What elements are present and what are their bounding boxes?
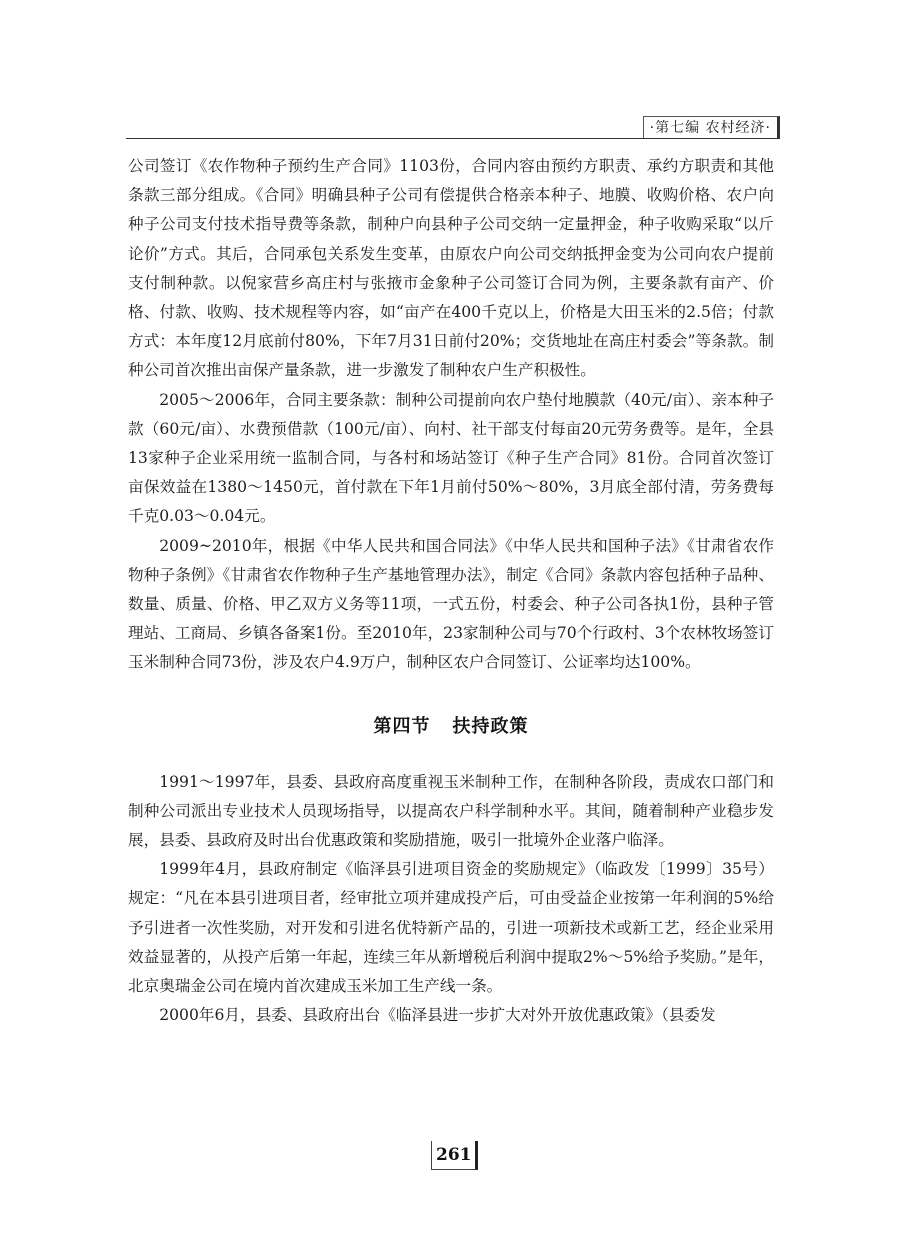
section-heading bbox=[128, 712, 774, 738]
header-divider bbox=[126, 138, 778, 139]
paragraph: 公司签订《农作物种子预约生产合同》1103份，合同内容由预约方职责、承约方职责和其他条款三部分组成。《合同》明确县种子公司有偿提供合格亲本种子、地膜、收购价格、农户向种子公司支付技术指导费等条款，制种户向县种子公司交纳一定量押金，种子收购采取“以斤论价”方式。其后，合同承包关系发生变革，由原农户向公司交纳抵押金变为公司向农户提前支付制种款。以倪家营乡高庄村与张掖市金象种子公司签订合同为例，主要条款有亩产、价格、付款、收购、技术规程等内容，如“亩产在400千克以上，价格是大田玉米的2.5倍；付款方式：本年度12月底前付80%，下年7月31日前付20%；交货地址在高庄村委会”等条款。制种公司首次推出亩保产量条款，进一步激发了制种农户生产积极性。 bbox=[128, 157, 774, 380]
body-text bbox=[128, 152, 774, 1030]
paragraph: 2009~2010年，根据《中华人民共和国合同法》《中华人民共和国种子法》《甘肃省农作物种子条例》《甘肃省农作物种子生产基地管理办法》，制定《合同》条款内容包括种子品种、数量、质量、价格、甲乙双方义务等11项，一式五份，村委会、种子公司各执1份，县种子管理站、工商局、乡镇各备案1份。至2010年，23家制种公司与70个行政村、3个农林牧场签订玉米制种合同73份，涉及农户4.9万户，制种区农户合同签订、公证率均达100%。 bbox=[128, 536, 774, 672]
section-title: 扶持政策 bbox=[452, 715, 529, 737]
paragraph: 2000年6月，县委、县政府出台《临泽县进一步扩大对外开放优惠政策》（县委发 bbox=[159, 1006, 716, 1025]
page-number: 261 bbox=[431, 1141, 478, 1170]
section-number: 第四节 bbox=[373, 715, 431, 737]
paragraph: 1991～1997年，县委、县政府高度重视玉米制种工作，在制种各阶段，责成农口部门和制种公司派出专业技术人员现场指导，以提高农户科学制种水平。其间，随着制种产业稳步发展，县委、县政府及时出台优惠政策和奖励措施，吸引一批境外企业落户临泽。 bbox=[128, 772, 774, 850]
paragraph: 2005～2006年，合同主要条款：制种公司提前向农户垫付地膜款（40元/亩）、亲本种子款（60元/亩）、水费预借款（100元/亩）、向村、社干部支付每亩20元劳务费等。是年，全县13家种子企业采用统一监制合同，与各村和场站签订《种子生产合同》81份。合同首次签订亩保效益在1380～1450元，首付款在下年1月前付50%～80%，3月底全部付清，劳务费每千克0.03～0.04元。 bbox=[128, 390, 774, 526]
running-header: ·第七编 农村经济· bbox=[643, 116, 780, 139]
paragraph: 1999年4月，县政府制定《临泽县引进项目资金的奖励规定》（临政发〔1999〕35号）规定：“凡在本县引进项目者，经审批立项并建成投产后，可由受益企业按第一年利润的5%给予引进者一次性奖励，对开发和引进名优特新产品的，引进一项新技术或新工艺，经企业采用效益显著的，从投产后第一年起，连续三年从新增税后利润中提取2%～5%给予奖励。”是年，北京奥瑞金公司在境内首次建成玉米加工生产线一条。 bbox=[128, 860, 774, 996]
